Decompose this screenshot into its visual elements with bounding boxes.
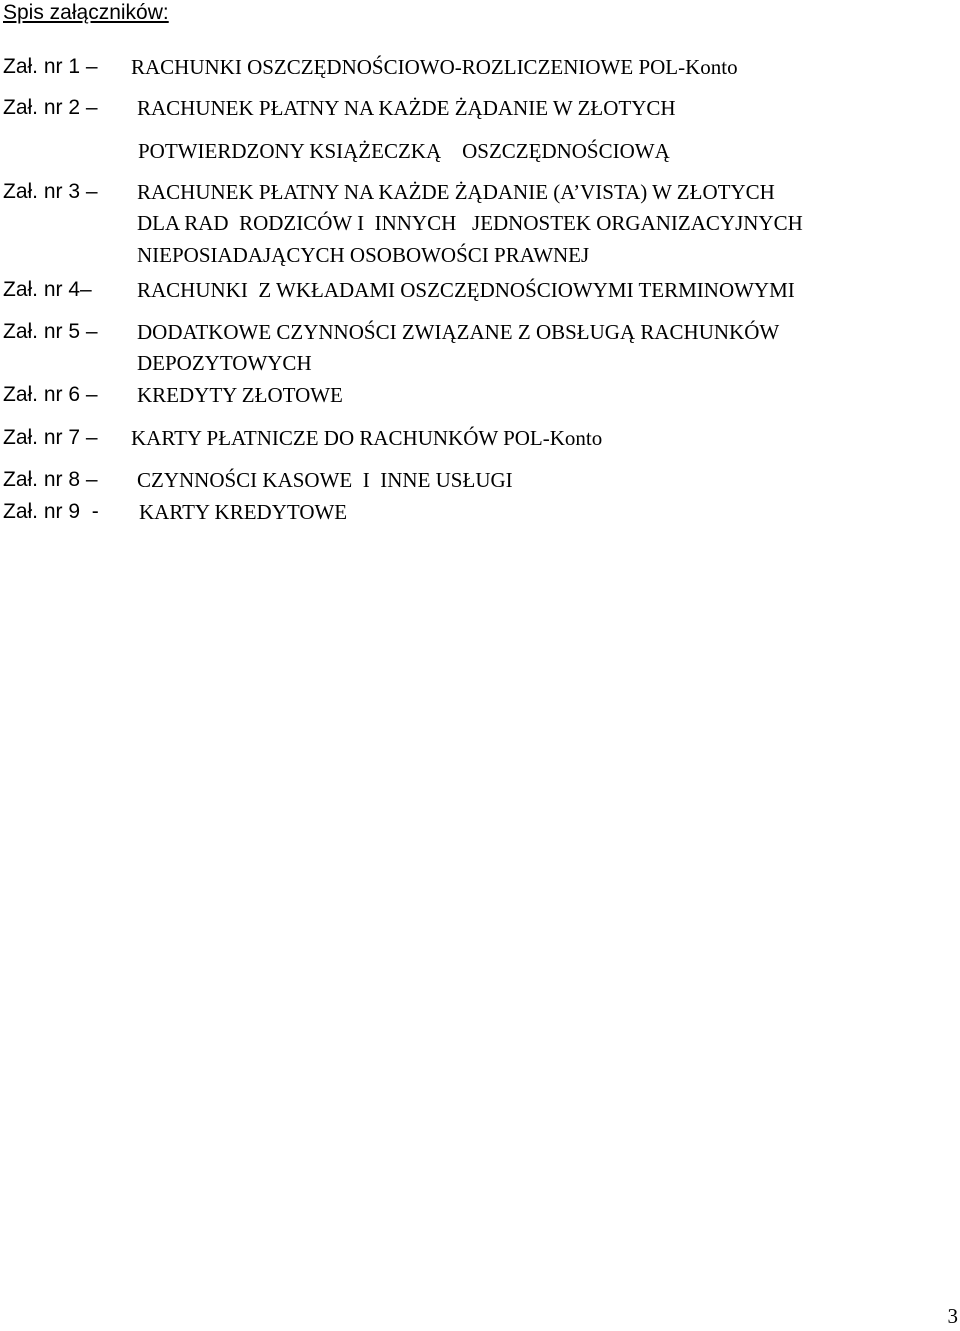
attachment-label: Zał. nr 2 – bbox=[3, 96, 98, 119]
attachment-label: Zał. nr 8 – bbox=[3, 468, 98, 491]
attachment-label: Zał. nr 6 – bbox=[3, 383, 98, 406]
attachment-title: CZYNNOŚCI KASOWE I INNE USŁUGI bbox=[137, 468, 513, 492]
attachment-title: DEPOZYTOWYCH bbox=[137, 351, 312, 375]
attachment-title: RACHUNKI OSZCZĘDNOŚCIOWO-ROZLICZENIOWE POL-Konto bbox=[131, 55, 738, 79]
attachment-title: DODATKOWE CZYNNOŚCI ZWIĄZANE Z OBSŁUGĄ RACHUNKÓW bbox=[137, 320, 780, 344]
attachment-title: KARTY PŁATNICZE DO RACHUNKÓW POL-Konto bbox=[131, 426, 603, 450]
attachment-label: Zał. nr 7 – bbox=[3, 426, 98, 449]
attachment-title: KREDYTY ZŁOTOWE bbox=[137, 383, 343, 407]
attachment-label: Zał. nr 5 – bbox=[3, 320, 98, 343]
attachment-title: DLA RAD RODZICÓW I INNYCH JEDNOSTEK ORGANIZACYJNYCH bbox=[137, 211, 803, 235]
attachment-title: POTWIERDZONY KSIĄŻECZKĄ OSZCZĘDNOŚCIOWĄ bbox=[138, 139, 670, 163]
attachment-title: KARTY KREDYTOWE bbox=[139, 500, 348, 524]
attachment-label: Zał. nr 9 - bbox=[3, 500, 99, 523]
attachment-title: RACHUNEK PŁATNY NA KAŻDE ŻĄDANIE (A’VISTA) W ZŁOTYCH bbox=[137, 180, 775, 204]
attachment-label: Zał. nr 1 – bbox=[3, 55, 98, 78]
attachment-label: Zał. nr 4– bbox=[3, 278, 92, 301]
attachment-title: RACHUNKI Z WKŁADAMI OSZCZĘDNOŚCIOWYMI TERMINOWYMI bbox=[137, 278, 795, 302]
attachment-title: RACHUNEK PŁATNY NA KAŻDE ŻĄDANIE W ZŁOTYCH bbox=[137, 96, 676, 120]
page-title: Spis załączników: bbox=[3, 1, 169, 24]
attachment-title: NIEPOSIADAJĄCYCH OSOBOWOŚCI PRAWNEJ bbox=[137, 243, 590, 267]
attachment-label: Zał. nr 3 – bbox=[3, 180, 98, 203]
page-number: 3 bbox=[947, 1304, 958, 1328]
